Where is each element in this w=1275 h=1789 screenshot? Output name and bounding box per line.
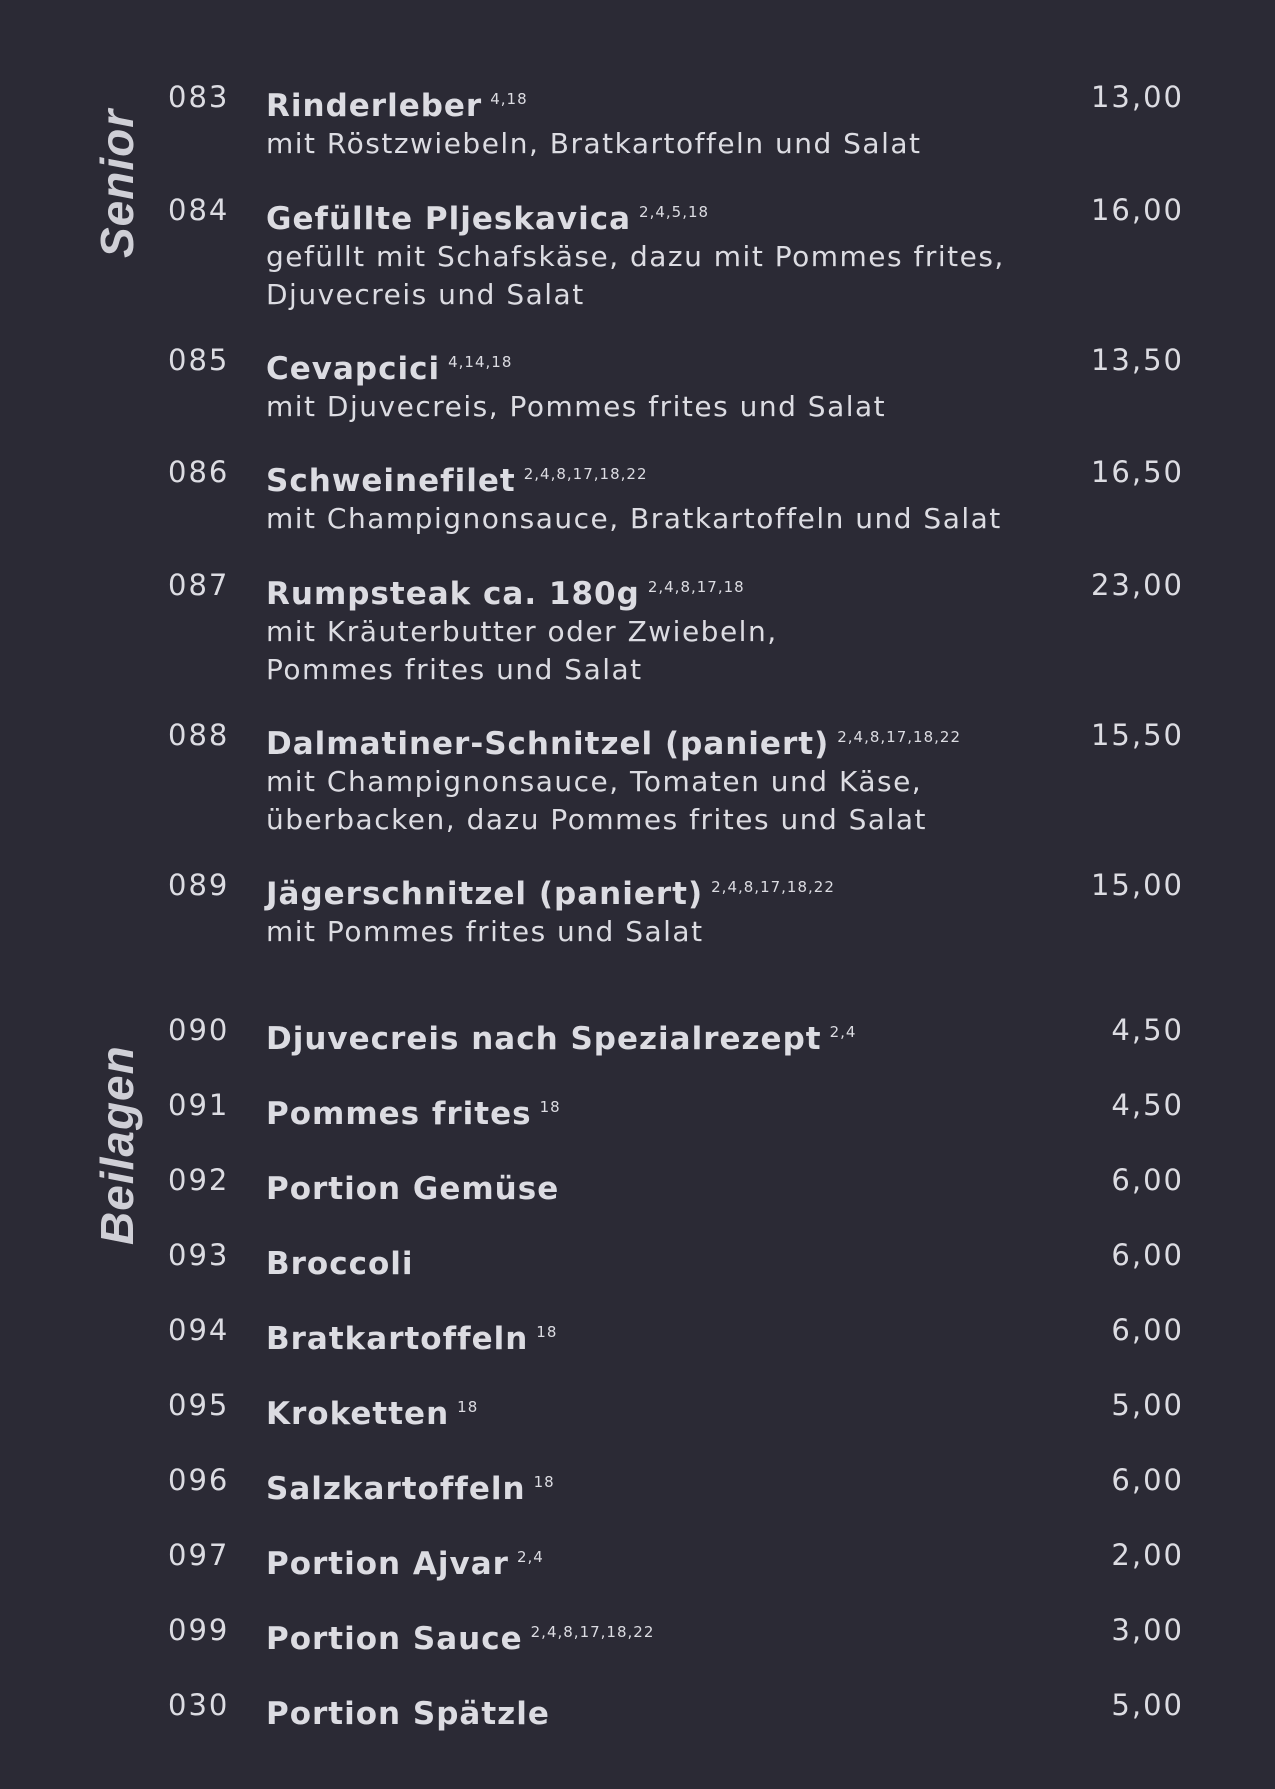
- item-allergens: 18: [539, 1098, 561, 1116]
- item-name: Portion Gemüse: [266, 1171, 560, 1207]
- section-label-beilagen: Beilagen: [91, 1045, 143, 1245]
- item-content: [266, 1163, 1066, 1208]
- item-name-line: [266, 1013, 1066, 1058]
- item-number: 030: [168, 1688, 230, 1722]
- item-description: mit Röstzwiebeln, Bratkartoffeln und Salat: [266, 127, 922, 160]
- item-number: 097: [168, 1538, 230, 1572]
- item-price: 15,50: [1090, 718, 1184, 752]
- item-content: [266, 1538, 1066, 1583]
- item-content: [266, 1613, 1066, 1658]
- item-number: 085: [168, 343, 230, 377]
- item-content: [266, 568, 1066, 689]
- item-number: 089: [168, 868, 230, 902]
- item-name: Pommes frites: [266, 1096, 532, 1132]
- item-price: 3,00: [1111, 1613, 1184, 1647]
- item-name: Kroketten: [266, 1396, 450, 1432]
- item-number: 083: [168, 80, 230, 114]
- item-content: [266, 343, 1066, 426]
- item-price: 15,00: [1090, 868, 1184, 902]
- item-name-line: [266, 1163, 1066, 1208]
- item-description: mit Djuvecreis, Pommes frites und Salat: [266, 390, 887, 423]
- item-description: mit Champignonsauce, Bratkartoffeln und Salat: [266, 502, 1002, 535]
- item-number: 096: [168, 1463, 230, 1497]
- item-number: 092: [168, 1163, 230, 1197]
- item-name-line: [266, 455, 1066, 500]
- item-allergens: 18: [536, 1323, 558, 1341]
- item-name-line: [266, 1238, 1066, 1283]
- item-number: 090: [168, 1013, 230, 1047]
- item-allergens: 4,18: [490, 90, 528, 108]
- item-name: Dalmatiner-Schnitzel (paniert): [266, 726, 830, 762]
- item-name-line: [266, 868, 1066, 913]
- item-allergens: 18: [533, 1473, 555, 1491]
- item-price: 5,00: [1111, 1688, 1184, 1722]
- item-allergens: 2,4,8,17,18: [647, 578, 745, 596]
- item-name: Portion Sauce: [266, 1621, 523, 1657]
- item-price: 4,50: [1111, 1088, 1184, 1122]
- item-number: 091: [168, 1088, 230, 1122]
- item-name: Jägerschnitzel (paniert): [266, 876, 704, 912]
- item-price: 6,00: [1111, 1238, 1184, 1272]
- item-name-line: [266, 718, 1066, 763]
- item-name: Portion Spätzle: [266, 1696, 550, 1732]
- item-content: [266, 718, 1066, 839]
- item-name-line: [266, 1388, 1066, 1433]
- item-name: Cevapcici: [266, 351, 441, 387]
- item-name-line: [266, 568, 1066, 613]
- item-number: 088: [168, 718, 230, 752]
- item-name: Bratkartoffeln: [266, 1321, 529, 1357]
- item-number: 087: [168, 568, 230, 602]
- item-number: 093: [168, 1238, 230, 1272]
- item-allergens: 18: [457, 1398, 479, 1416]
- item-number: 099: [168, 1613, 230, 1647]
- item-content: [266, 1238, 1066, 1283]
- item-name-line: [266, 193, 1066, 238]
- item-price: 2,00: [1111, 1538, 1184, 1572]
- item-name: Rumpsteak ca. 180g: [266, 576, 640, 612]
- item-name-line: [266, 1313, 1066, 1358]
- item-description: mit Champignonsauce, Tomaten und Käse,: [266, 765, 923, 798]
- item-content: [266, 193, 1066, 314]
- item-price: 16,00: [1090, 193, 1184, 227]
- item-content: [266, 1388, 1066, 1433]
- item-price: 6,00: [1111, 1313, 1184, 1347]
- item-content: [266, 455, 1066, 538]
- item-content: [266, 1463, 1066, 1508]
- item-number: 095: [168, 1388, 230, 1422]
- item-allergens: 2,4: [516, 1548, 544, 1566]
- item-allergens: 2,4,8,17,18,22: [523, 465, 648, 483]
- item-allergens: 2,4,8,17,18,22: [711, 878, 835, 896]
- item-price: 6,00: [1111, 1463, 1184, 1497]
- item-name: Schweinefilet: [266, 463, 516, 499]
- item-price: 4,50: [1111, 1013, 1184, 1047]
- item-description: mit Kräuterbutter oder Zwiebeln,: [266, 615, 778, 648]
- item-content: [266, 80, 1066, 163]
- item-name: Rinderleber: [266, 88, 483, 124]
- item-description: gefüllt mit Schafskäse, dazu mit Pommes frites,: [266, 240, 1005, 273]
- item-allergens: 2,4,8,17,18,22: [837, 728, 961, 746]
- item-price: 5,00: [1111, 1388, 1184, 1422]
- item-content: [266, 1013, 1066, 1058]
- item-description: Djuvecreis und Salat: [266, 278, 585, 311]
- item-name-line: [266, 1613, 1066, 1658]
- item-name: Gefüllte Pljeskavica: [266, 201, 632, 237]
- item-allergens: 4,14,18: [448, 353, 513, 371]
- item-price: 16,50: [1090, 455, 1184, 489]
- item-name-line: [266, 1688, 1066, 1733]
- item-content: [266, 1088, 1066, 1133]
- item-name-line: [266, 343, 1066, 388]
- item-number: 084: [168, 193, 230, 227]
- item-name-line: [266, 1538, 1066, 1583]
- item-name: Broccoli: [266, 1246, 414, 1282]
- item-name: Salzkartoffeln: [266, 1471, 526, 1507]
- item-description: überbacken, dazu Pommes frites und Salat: [266, 803, 927, 836]
- item-description: mit Pommes frites und Salat: [266, 915, 704, 948]
- item-description: Pommes frites und Salat: [266, 653, 643, 686]
- item-name-line: [266, 1088, 1066, 1133]
- section-label-senior: Senior: [91, 108, 143, 258]
- item-price: 23,00: [1090, 568, 1184, 602]
- item-name: Portion Ajvar: [266, 1546, 509, 1582]
- item-number: 094: [168, 1313, 230, 1347]
- item-content: [266, 1313, 1066, 1358]
- item-allergens: 2,4: [829, 1023, 857, 1041]
- item-price: 13,50: [1090, 343, 1184, 377]
- item-number: 086: [168, 455, 230, 489]
- item-allergens: 2,4,8,17,18,22: [530, 1623, 655, 1641]
- item-name: Djuvecreis nach Spezialrezept: [266, 1021, 822, 1057]
- item-name-line: [266, 1463, 1066, 1508]
- item-content: [266, 868, 1066, 951]
- item-price: 13,00: [1090, 80, 1184, 114]
- item-price: 6,00: [1111, 1163, 1184, 1197]
- item-name-line: [266, 80, 1066, 125]
- item-content: [266, 1688, 1066, 1733]
- item-allergens: 2,4,5,18: [639, 203, 710, 221]
